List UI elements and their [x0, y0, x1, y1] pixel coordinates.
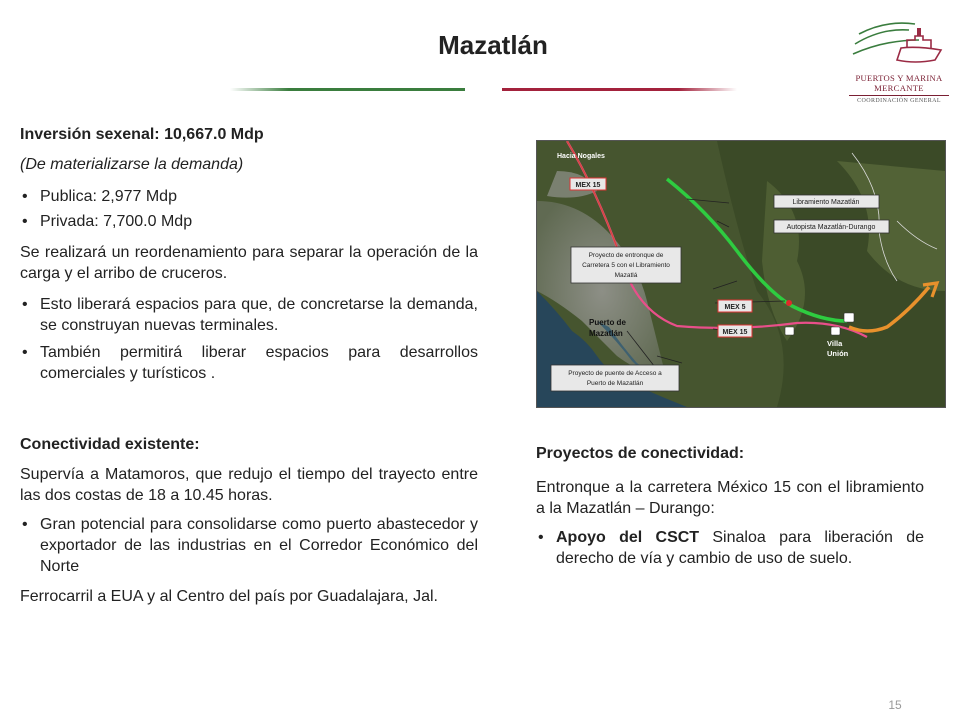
villa-union-label-2: Unión [827, 349, 849, 358]
investment-section [20, 124, 478, 384]
reorder-paragraph: Se realizará un reordenamiento para separar la operación de la carga y el arribo de cruceros. [20, 244, 478, 282]
red-divider [502, 88, 737, 91]
puerto-label-2: Mazatlán [589, 329, 623, 338]
mazatlan-project-map [536, 140, 946, 408]
entronque-label-1: Proyecto de entronque de [588, 252, 664, 259]
map-graphic [537, 141, 945, 407]
logo-subtitle: COORDINACIÓN GENERAL [857, 98, 941, 104]
projects-heading: Proyectos de conectividad: [536, 445, 745, 462]
investment-heading: Inversión sexenal: 10,667.0 Mdp [20, 126, 264, 143]
puente-label-1: Proyecto de puente de Acceso a [568, 370, 662, 377]
autopista-label: Autopista Mazatlán-Durango [786, 224, 876, 231]
entronque-label-3: Mazatlá [614, 272, 638, 279]
villa-union-label-1: Villa [827, 339, 843, 348]
entronque-paragraph: Entronque a la carretera México 15 con el libramiento a la Mazatlán – Durango: [536, 479, 924, 517]
connectivity-heading: Conectividad existente: [20, 436, 200, 453]
bullet-publica: • Publica: 2,977 Mdp [20, 186, 478, 207]
logo-separator [849, 95, 949, 96]
existing-connectivity-section [20, 434, 478, 607]
junction-marker [786, 300, 792, 306]
csct-bold-text: Apoyo del CSCT [556, 529, 700, 546]
bullet-new-terminals: • Esto liberará espacios para que, de concretarse la demanda, se construyan nuevas terminales. [20, 294, 478, 336]
connectivity-projects-section [536, 443, 924, 569]
mex5-label: MEX 5 [724, 304, 746, 311]
puertos-marina-mercante-logo [845, 14, 960, 109]
mex15-bottom-label: MEX 15 [722, 329, 748, 336]
logo-name-line1: PUERTOS Y MARINA [855, 73, 943, 83]
green-divider [230, 88, 465, 91]
railway-paragraph: Ferrocarril a EUA y al Centro del país por Guadalajara, Jal. [20, 588, 438, 605]
puente-label-2: Puerto de Mazatlán [586, 380, 644, 387]
ship-logo-icon [845, 14, 953, 72]
logo-name-line2: MERCANTE [874, 83, 924, 93]
libramiento-label: Libramiento Mazatlán [792, 199, 860, 206]
hacia-nogales-label: Hacia Nogales [557, 153, 605, 160]
bullet-csct-support [536, 527, 924, 569]
bullet-port-potential: • Gran potencial para consolidarse como puerto abastecedor y exportador de las industrias en el Corredor Económico del Norte [20, 514, 478, 577]
page-title: Mazatlán [438, 30, 548, 60]
mex15-top-label: MEX 15 [575, 182, 601, 189]
csct-rest-text: Sinaloa para liberación de derecho de vía y cambio de uso de suelo. [556, 529, 924, 567]
entronque-label-2: Carretera 5 con el Libramiento [582, 262, 670, 269]
puerto-label-1: Puerto de [589, 318, 626, 327]
bullet-commercial-developments: • También permitirá liberar espacios para desarrollos comerciales y turísticos . [20, 342, 478, 384]
demand-note: (De materializarse la demanda) [20, 156, 244, 173]
superhighway-paragraph: Supervía a Matamoros, que redujo el tiempo del trayecto entre las dos costas de 18 a 10.45 horas. [20, 466, 478, 504]
bullet-privada: • Privada: 7,700.0 Mdp [20, 211, 478, 232]
page-number: 15 [888, 698, 902, 712]
